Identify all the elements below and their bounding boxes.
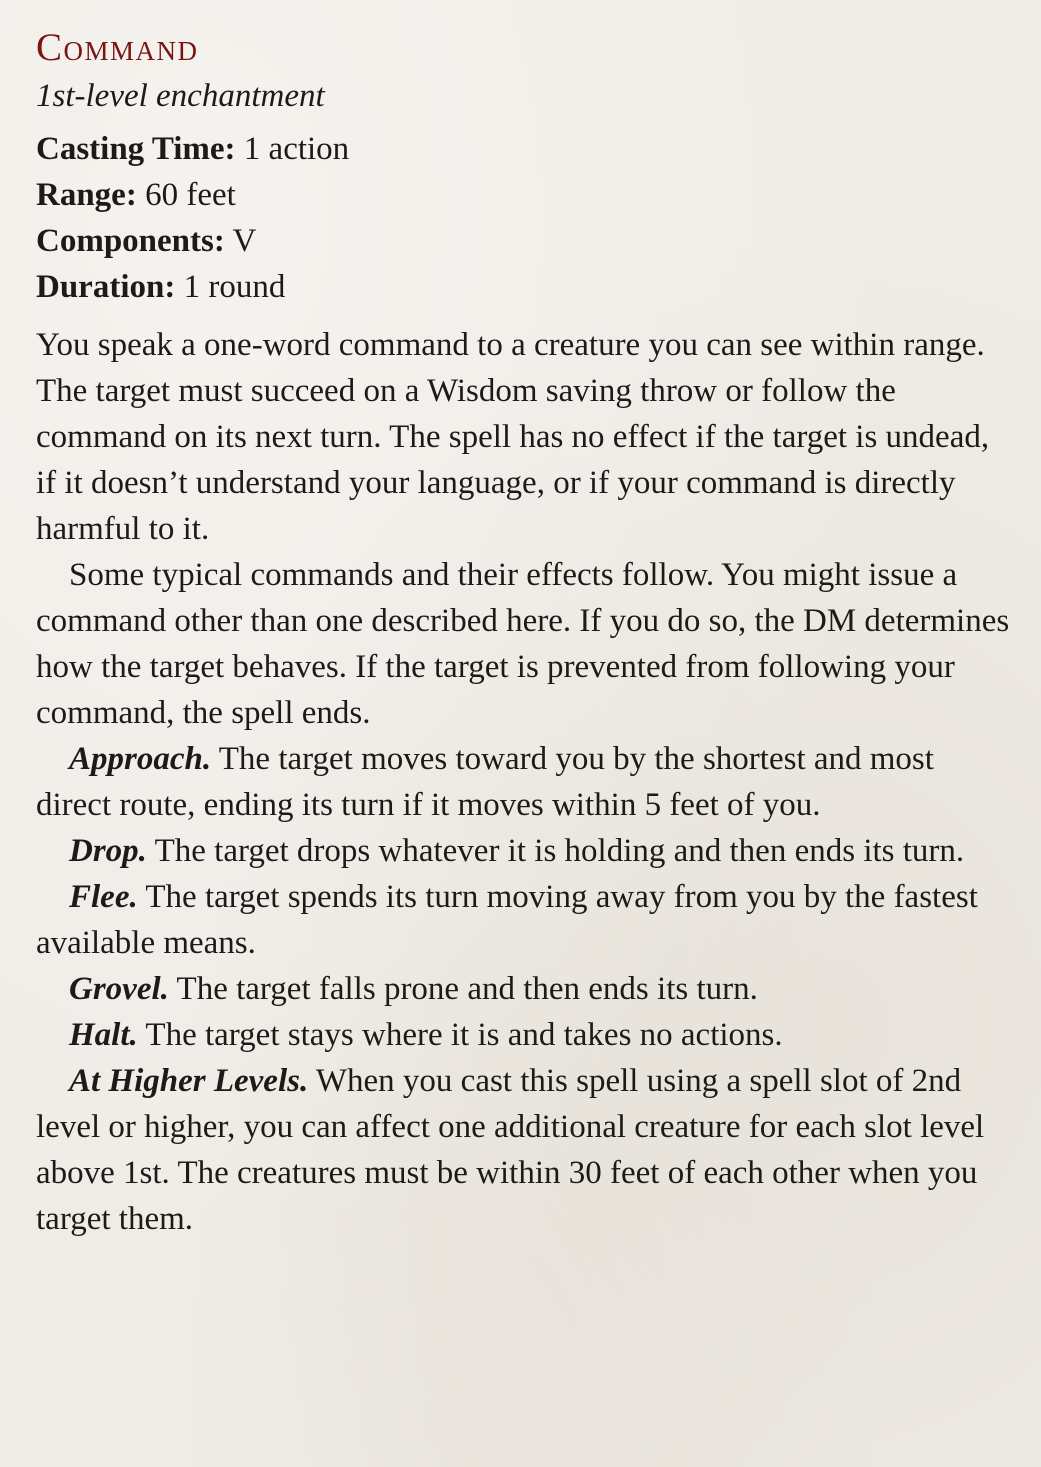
stat-components [36, 218, 1041, 264]
stat-casting-time [36, 126, 1041, 172]
stat-value: V [232, 223, 257, 259]
command-flee [36, 874, 1016, 966]
description-paragraph: You speak a one-word command to a creature you can see within range. The target must succeed on a Wisdom saving throw or follow the command on its next turn. The spell has no effect if the target is undead, if it doesn’t understand your language, or if your command is directly harmful to it. [36, 327, 990, 547]
spell-description [36, 322, 1016, 1242]
command-term: Drop. [69, 833, 147, 869]
command-grovel [36, 966, 1016, 1012]
command-halt [36, 1012, 1016, 1058]
stat-label: Casting Time: [36, 131, 236, 167]
stat-duration [36, 264, 1041, 310]
command-term: Grovel. [69, 971, 169, 1007]
higher-levels [36, 1058, 1016, 1242]
spell-title: Command [36, 26, 199, 69]
command-term: Approach. [69, 741, 212, 777]
command-text: The target spends its turn moving away from you by the fastest available means. [36, 879, 978, 961]
stat-value: 1 round [183, 269, 286, 305]
command-drop [36, 828, 1016, 874]
stat-range [36, 172, 1041, 218]
command-text: The target falls prone and then ends its turn. [176, 971, 758, 1007]
spell-stats [36, 126, 1041, 310]
higher-levels-text: When you cast this spell using a spell slot of 2nd level or higher, you can affect one additional creature for each slot level above 1st. The creatures must be within 30 feet of each other when you target them. [36, 1063, 985, 1237]
command-term: Halt. [69, 1017, 138, 1053]
stat-label: Components: [36, 223, 225, 259]
stat-label: Range: [36, 177, 137, 213]
spell-school: 1st-level enchantment [36, 78, 325, 114]
stat-value: 1 action [243, 131, 350, 167]
command-text: The target stays where it is and takes no actions. [145, 1017, 783, 1053]
stat-value: 60 feet [145, 177, 236, 213]
command-term: Flee. [69, 879, 138, 915]
higher-levels-term: At Higher Levels. [69, 1063, 309, 1099]
command-text: The target moves toward you by the shortest and most direct route, ending its turn if it moves within 5 feet of you. [36, 741, 934, 823]
command-approach [36, 736, 1016, 828]
stat-label: Duration: [36, 269, 176, 305]
command-text: The target drops whatever it is holding and then ends its turn. [154, 833, 965, 869]
description-paragraph: Some typical commands and their effects follow. You might issue a command other than one described here. If you do so, the DM determines how the target behaves. If the target is prevented from following your command, the spell ends. [36, 557, 1010, 731]
